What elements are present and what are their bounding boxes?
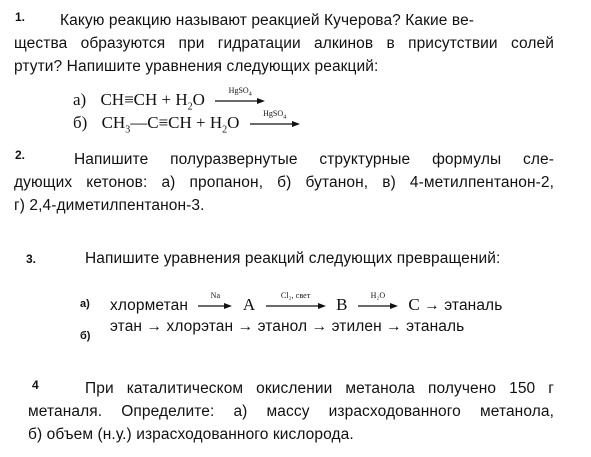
task-2-line-1: Напишите полуразвернутые структурные формулы сле- <box>74 151 554 168</box>
reaction-1a <box>73 86 271 113</box>
reaction-arrow-icon <box>250 109 300 128</box>
reaction-arrow-icon <box>266 290 326 310</box>
reaction-arrow-icon <box>358 290 398 310</box>
chain-a-label: а) <box>80 298 90 310</box>
chain-a-start: хлорметан <box>110 297 188 314</box>
reaction-arrow-icon <box>215 86 265 105</box>
product-b: B <box>336 295 348 314</box>
reaction-1a-reactant: $CH\equiv CH + H_2O$ <box>100 90 205 113</box>
reaction-1b-label: б) <box>73 113 88 132</box>
chain-a-end: этаналь <box>444 297 503 314</box>
task-1-line-2: щества образуются при гидратации алкинов в присутствии солей <box>14 35 554 52</box>
task-4-number: 4 <box>32 378 39 392</box>
task-3-line: Напишите уравнения реакций следующих превращений: <box>85 250 501 267</box>
catalyst-label: HgSO$_4$ <box>228 86 252 98</box>
end-arrow-icon: → <box>424 297 440 314</box>
task-2-number: 2. <box>15 148 26 162</box>
product-a: A <box>242 295 256 314</box>
reaction-arrow-icon <box>198 290 232 310</box>
chain-b-label: б) <box>80 330 91 342</box>
reagent-label: Na <box>210 290 221 300</box>
reaction-1a-label: а) <box>73 90 87 109</box>
task-4-line-2: метаналя. Определите: а) массу израсходованного метанола, <box>28 403 554 420</box>
task-3-number: 3. <box>26 252 37 266</box>
product-c: C <box>408 295 420 314</box>
catalyst-label: HgSO$_4$ <box>263 109 287 121</box>
task-2-line-2: дующих кетонов: а) пропанон, б) бутанон, в) 4-метилпентанон-2, <box>14 174 554 191</box>
task-1-line-1: Какую реакцию называют реакцией Кучерова? Какие ве- <box>60 12 475 29</box>
chain-a <box>110 290 503 315</box>
task-1-line-3: ртути? Напишите уравнения следующих реакций: <box>14 58 379 75</box>
task-1-number: 1. <box>15 10 26 24</box>
reagent-label: Cl₂, свет <box>280 290 311 300</box>
task-4-line-3: б) объем (н.у.) израсходованного кислорода. <box>28 426 354 443</box>
reaction-1b <box>73 109 306 136</box>
task-2-line-3: г) 2,4-диметилпентанон-3. <box>14 197 205 214</box>
reaction-1b-reactant: $CH_3—C\equiv CH + H_2O$ <box>101 113 240 136</box>
reagent-label: H₂O <box>370 290 386 300</box>
chain-b: этан → хлорэтан → этанол → этилен → этаналь <box>110 318 465 335</box>
task-4-line-1: При каталитическом окислении метанола получено 150 г <box>85 380 554 397</box>
